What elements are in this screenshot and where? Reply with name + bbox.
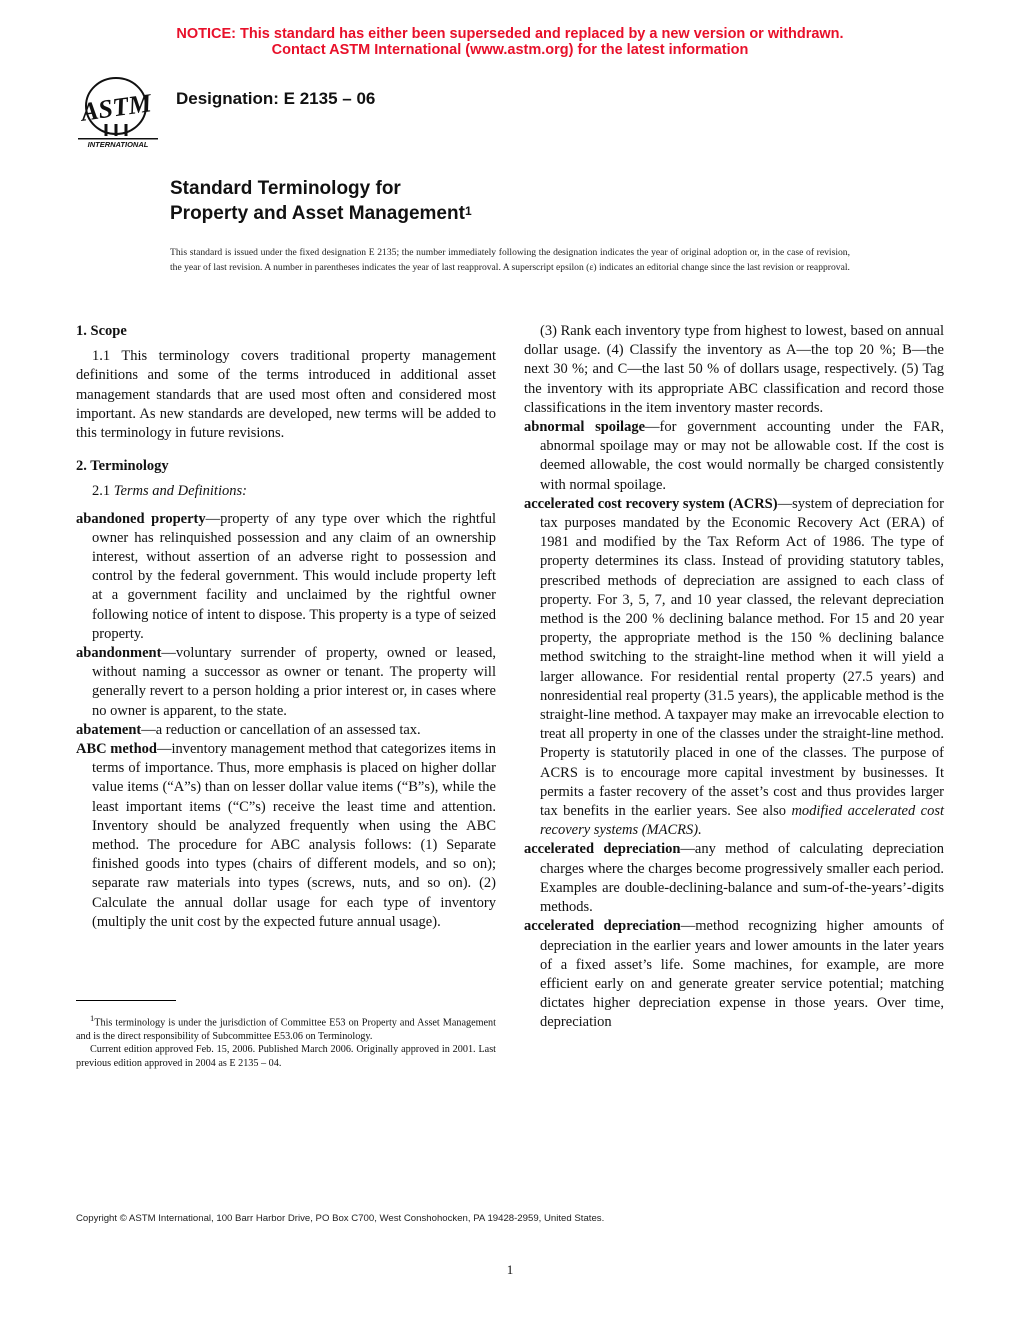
astm-logo-icon (76, 76, 160, 148)
footnote-1 (76, 1012, 496, 1043)
term-name: abandonment (76, 645, 162, 662)
right-column (524, 322, 944, 1033)
title-line-1: Standard Terminology for (170, 178, 401, 199)
terms-intro (76, 482, 496, 501)
term-entry (76, 510, 496, 644)
page-number: 1 (506, 1262, 514, 1277)
term-entry (524, 840, 944, 917)
left-column (76, 322, 496, 932)
terms-intro-label: Terms and Definitions: (113, 483, 247, 500)
issued-note: This standard is issued under the fixed designation E 2135; the number immediately following the designation indicates the year of original adoption or, in the case of revision, the year of last revision. A number in parentheses indicates the year of last reapproval. A superscript epsilon (ε) indicates an editorial change since the last revision or reapproval. (170, 247, 850, 273)
term-definition: —a reduction or cancellation of an assessed tax. (141, 721, 421, 738)
term-entry (524, 495, 944, 841)
term-definition: —method recognizing higher amounts of depreciation in the earlier years and lower amounts in the later years of a fixed asset’s life. Some machines, for example, are more efficient early on and generate greater service potential; matching dictates higher depreciation expense in those years. Over time, depreciation (540, 918, 944, 1031)
term-definition: —any method of calculating depreciation charges where the charges become progressively smaller each period. Examples are double-declining-balance and sum-of-the-years’-digits methods. (540, 841, 944, 916)
designation: Designation: E 2135 – 06 (176, 89, 376, 108)
logo-sub: INTERNATIONAL (87, 140, 149, 148)
term-entry (524, 917, 944, 1032)
terminology-heading: 2. Terminology (76, 458, 169, 475)
term-name: abnormal spoilage (524, 419, 646, 436)
term-definition: —property of any type over which the rightful owner has relinquished possession and any claim of an ownership interest, without assertion of an adverse right to possession and control by the federal government. This would include property left at a government facility and unclaimed by the rightful owner following notice of intent to dispose. This property is a type of seized property. (92, 510, 496, 642)
term-name: abatement (76, 721, 142, 738)
title-line-2-text: Property and Asset Management (170, 203, 465, 224)
term-entry (524, 418, 944, 495)
logo-mark: ASTM (79, 88, 154, 127)
term-definition: —inventory management method that categorizes items in terms of importance. Thus, more emphasis is placed on higher dollar value items (“A”s) than on lesser dollar value items (“B”s), while the least important items (“C”s) receive the least time and attention. Inventory should be analyzed frequently when using the ABC method. The procedure for ABC analysis follows: (1) Separate finished goods into types (chairs of different models, and so on); separate raw materials into types (screws, nuts, and so on). (2) Calculate the annual dollar usage for each type of inventory (multiply the unit cost by the expected future annual usage). (92, 741, 497, 930)
footnote-1-text: This terminology is under the jurisdiction of Committee E53 on Property and Asset Management and is the direct responsibility of Subcommittee E53.06 on Terminology. (76, 1017, 496, 1042)
footnote-divider (76, 1000, 176, 1001)
supersession-notice (0, 26, 1020, 58)
terms-intro-number: 2.1 (92, 483, 114, 500)
see-also-reference: modified accelerated cost recovery systems (MACRS). (540, 803, 945, 839)
footnote-approval: Current edition approved Feb. 15, 2006. Published March 2006. Originally approved in 2001. Last previous edition approved in 2004 as E 2135 – 04. (76, 1044, 496, 1069)
term-name: abandoned property (76, 510, 206, 527)
term-entry (76, 740, 496, 932)
term-definition: —system of depreciation for tax purposes mandated by the Economic Recovery Act (ERA) of 1981 and modified by the Tax Reform Act of 1986. The type of property determines its class. Instead of providing statutory tables, prescribed methods of depreciation are assigned to each class of property. For 3, 5, 7, and 10 year classed, the relevant depreciation method is the 200 % declining balance method. For 15 and 20 year property, the appropriate method is the 150 % declining balance method switching to the straight-line method when it will yield a larger allowance. For residential rental property (27.5 years) and nonresidential real property (31.5 years), the applicable method is the straight-line method. A taxpayer may make an irrevocable election to treat all property in one of the classes under the straight-line method. Property is statutorily placed in one of the classes. The purpose of ACRS is to encourage more capital investment by businesses. It permits a faster recovery of the asset’s cost and thus provides larger tax benefits in the earlier years. See also (540, 495, 944, 820)
notice-line-1: NOTICE: This standard has either been superseded and replaced by a new version or withdrawn. (176, 26, 844, 42)
term-definition: —for government accounting under the FAR, abnormal spoilage may or may not be allowable cost. If the cost is deemed allowable, the cost would normally be charged consistently with normal spoilage. (540, 419, 944, 493)
scope-text: 1.1 This terminology covers traditional property management definitions and some of the terms introduced in additional asset management standards that are used most often and considered most important. As new standards are developed, new terms will be added to this terminology in future revisions. (76, 348, 496, 442)
notice-line-2: Contact ASTM International (www.astm.org) for the latest information (271, 42, 749, 58)
term-name: accelerated depreciation (524, 841, 681, 858)
abc-continuation: (3) Rank each inventory type from highest to lowest, based on annual dollar usage. (4) Classify the inventory as A—the top 20 %; B—the next 30 %; and C—the last 50 % of dollars usage, respectively. (5) Tag the inventory with its appropriate ABC classification and record those classifications in the item inventory master records. (524, 323, 944, 416)
term-entry (76, 644, 496, 721)
term-definition: —voluntary surrender of property, owned or leased, without naming a successor as owner or tenant. The property will generally revert to a person holding a prior interest or, in cases where no owner is apparent, to the state. (92, 645, 496, 719)
term-entry (76, 721, 496, 740)
copyright-line: Copyright © ASTM International, 100 Barr Harbor Drive, PO Box C700, West Conshohocken, PA 19428-2959, United States. (76, 1213, 605, 1224)
title-footnote-mark: 1 (464, 204, 472, 218)
scope-heading: 1. Scope (76, 323, 127, 339)
document-title (170, 176, 472, 226)
term-name: ABC method (76, 741, 157, 758)
term-name: accelerated cost recovery system (ACRS) (524, 495, 778, 512)
footnotes (76, 1012, 496, 1070)
footnote-1-mark: 1 (90, 1013, 95, 1023)
title-line-2 (170, 201, 472, 226)
term-name: accelerated depreciation (524, 918, 681, 935)
